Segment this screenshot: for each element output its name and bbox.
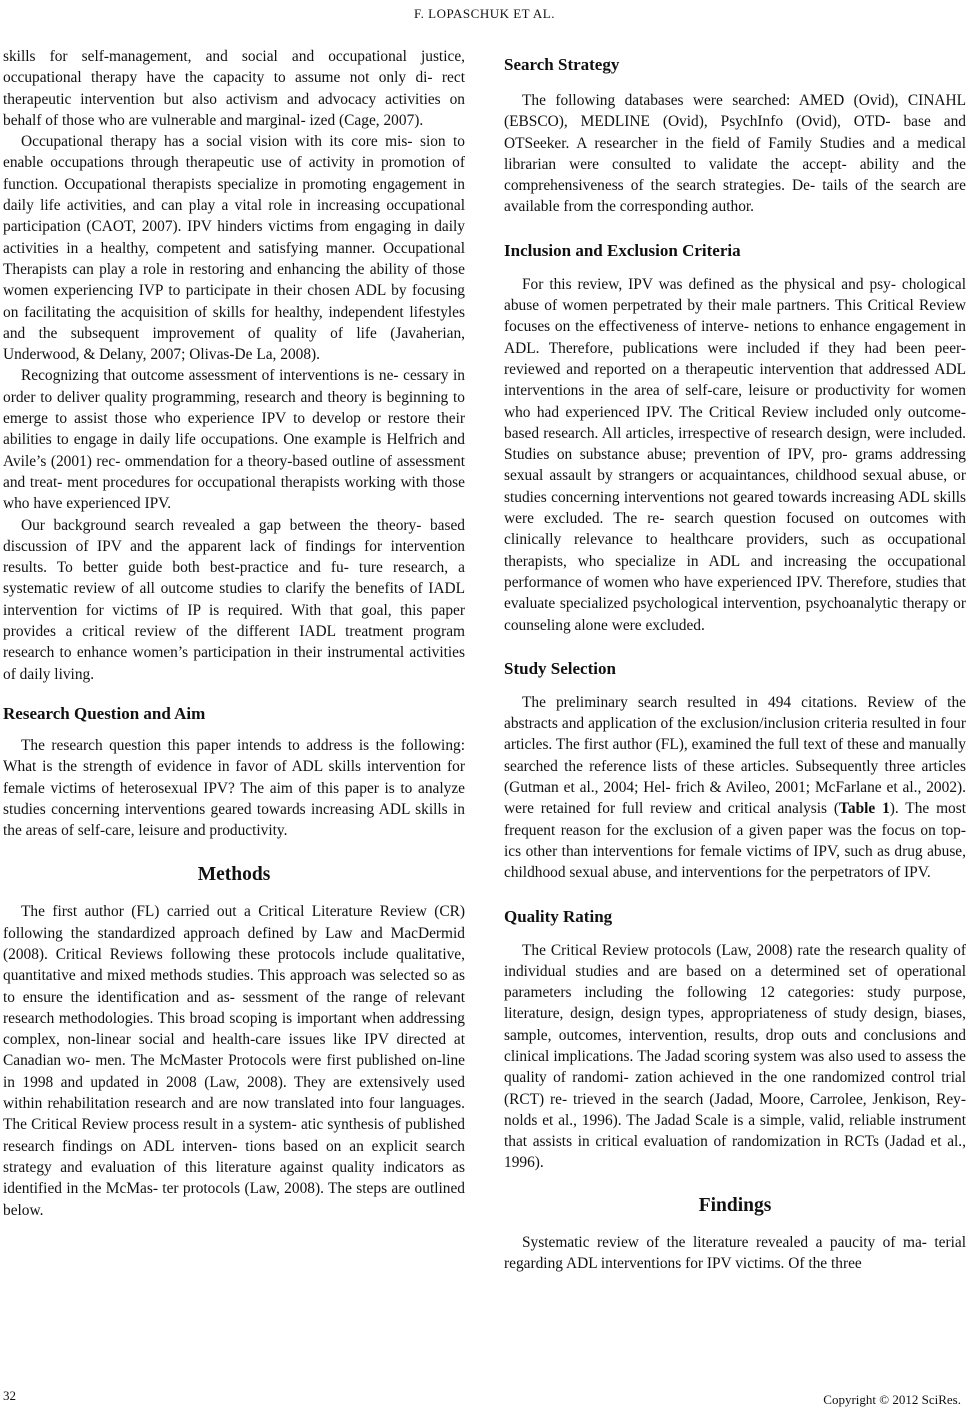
section-heading-research-question: Research Question and Aim <box>3 703 206 723</box>
table-reference: Table 1 <box>839 800 890 818</box>
left-column <box>3 46 465 1221</box>
paragraph: skills for self-management, and social and occupational justice, occupational therapy have the capacity to assume not only di- rect therapeutic intervention but also activism and advocacy activities on behalf of those who are vulnerable and marginal- ized (Cage, 2007). <box>3 48 465 129</box>
paragraph <box>504 692 966 884</box>
paragraph-text: The preliminary search resulted in 494 citations. Review of the abstracts and application of the exclusion/inclusion criteria resulted in four articles. The first author (FL), examined the full text of these and manually searched the reference lists of these articles. Subsequently three articles (Gutman et al., 2004; Hel- frich & Avileo, 2001; McFarlane et al., 2002). were retained for full review and critical analysis ( <box>504 693 966 818</box>
section-heading-methods: Methods <box>197 864 271 886</box>
paragraph: The following databases were searched: AMED (Ovid), CINAHL (EBSCO), MEDLINE (Ovid), PsychInfo (Ovid), OTD- base and OTSeeker. A researcher in the field of Family Studies and a medical librarian were consulted to validate the accept- ability and the comprehensiveness of the search strategies. De- tails of the search are available from the corresponding author. <box>504 92 966 216</box>
paragraph: The first author (FL) carried out a Critical Literature Review (CR) following the standardized approach defined by Law and MacDermid (2008). Critical Reviews following these protocols include qualitative, quantitative and mixed methods studies. This approach was selected so as to ensure the identification and as- sessment of the range of relevant research methodologies. This broad scoping is important when addressing complex, non-linear social and health-care issues like IPV directed at Canadian wo- men. The McMaster Protocols were first published on-line in 1998 and updated in 2008 (Law, 2008). They are extensively used within rehabilitation research and are now translated into four languages. The Critical Review process result in a system- atic synthesis of published research findings on ADL interven- tions based on an explicit search strategy and evaluation of this literature against quality indicators as identified in the McMas- ter protocols (Law, 2008). The steps are outlined below. <box>3 903 465 1219</box>
paragraph: Occupational therapy has a social vision with its core mis- sion to enable occupations through therapeutic use of activity in promotion of function. Occupational therapists specialize in promoting engagement in daily life activities, and can play a vital role in increasing occupational participation (CAOT, 2007). IPV hinders victims from engaging in daily activities in a healthy, competent and satisfying manner. Occupational Therapists can play a role in restoring and enhancing the ability of those women experiencing IVP to participate in their chosen ADL by focusing on facilitating the acquisition of skills for healthy, independent lifestyles and the subsequent improvement of quality of life (Javaherian, Underwood, & Delany, 2007; Olivas-De La, 2008). <box>3 133 465 364</box>
paragraph: Our background search revealed a gap between the theory- based discussion of IPV and the apparent lack of findings for intervention results. To better guide both best-practice and fu- ture research, a systematic review of all outcome studies to clarify the benefits of IADL intervention for victims of IP is required. With that goal, this paper provides a critical review of the different IADL treatment program research to enhance women’s participation in their instrumental activities of daily living. <box>3 516 465 683</box>
paragraph-text: ). The most frequent reason for the exclusion of a given paper was the focus on top- ics other than interventions for female victims of IPV, such as drug abuse, childhood sexual abuse, and interventions for the perpetrators of IPV. <box>504 800 966 882</box>
right-column <box>504 54 966 1274</box>
paragraph: Recognizing that outcome assessment of interventions is ne- cessary in order to deliver quality programming, research and theory is beginning to emerge to assist those who experience IPV to develop or restore their abilities to engage in daily life occupations. One example is Helfrich and Avile’s (2001) rec- ommendation for a theory-based outline of assessment and treat- ment procedures for occupational therapists working with those who have experienced IPV. <box>3 367 465 513</box>
running-head: F. LOPASCHUK ET AL. <box>413 6 556 21</box>
section-heading-study-selection: Study Selection <box>504 658 616 678</box>
paragraph: Systematic review of the literature revealed a paucity of ma- terial regarding ADL interventions for IPV victims. Of the three <box>504 1233 966 1273</box>
paragraph: For this review, IPV was defined as the physical and psy- chological abuse of women perpetrated by their male partners. This Critical Review focuses on the effectiveness of interve- netions to enhance engagement in ADL. Therefore, publications were included if they had been peer-reviewed and reported on a therapeutic intervention that addressed ADL interventions in the area of self-care, leisure or productivity for women who had experienced IPV. The Critical Review included only outcome- based research. All articles, irrespective of research design, were included. Studies on substance abuse; prevention of IPV, pro- grams addressing sexual assault by strangers or acquaintances, childhood sexual abuse, or studies concerning interventions not geared towards increasing ADL skills were excluded. The re- search question focused on outcomes with clinically relevance to healthcare providers, such as occupational therapists, who specialize in ADL and increasing the occupational performance of women who have experienced IPV. Therefore, studies that evaluate specialized psychological intervention, psychoanalytic therapy or counseling alone were excluded. <box>504 275 966 634</box>
section-heading-search-strategy: Search Strategy <box>504 55 620 74</box>
copyright-notice: Copyright © 2012 SciRes. <box>823 1392 961 1407</box>
page-number: 32 <box>3 1388 16 1403</box>
section-heading-inclusion-criteria: Inclusion and Exclusion Criteria <box>504 240 741 260</box>
section-heading-findings: Findings <box>698 1194 772 1216</box>
paragraph: The research question this paper intends to address is the following: What is the strength of evidence in favor of ADL skills intervention for female victims of heterosexual IPV? The aim of this paper is to analyze studies concerning interventions geared towards increasing ADL skills in the areas of self-care, leisure and productivity. <box>3 736 465 840</box>
section-heading-quality-rating: Quality Rating <box>504 906 613 926</box>
paragraph: The Critical Review protocols (Law, 2008) rate the research quality of individual studies and are based on a determined set of operational parameters including the following 12 categories: study purpose, literature, design, design types, appropriateness of study design, biases, sample, outcomes, intervention, results, drop outs and conclusions and clinical implications. The Jadad scoring system was also used to assess the quality of randomi- zation achieved in the one randomized control trial (RCT) re- trieved in the search (Jadad, Moore, Carrolee, Jenkison, Rey- nolds et al., 1996). The Jadad Scale is a simple, valid, reliable instrument that assists in critical evaluation of randomization in RCTs (Jadad et al., 1996). <box>504 941 966 1172</box>
